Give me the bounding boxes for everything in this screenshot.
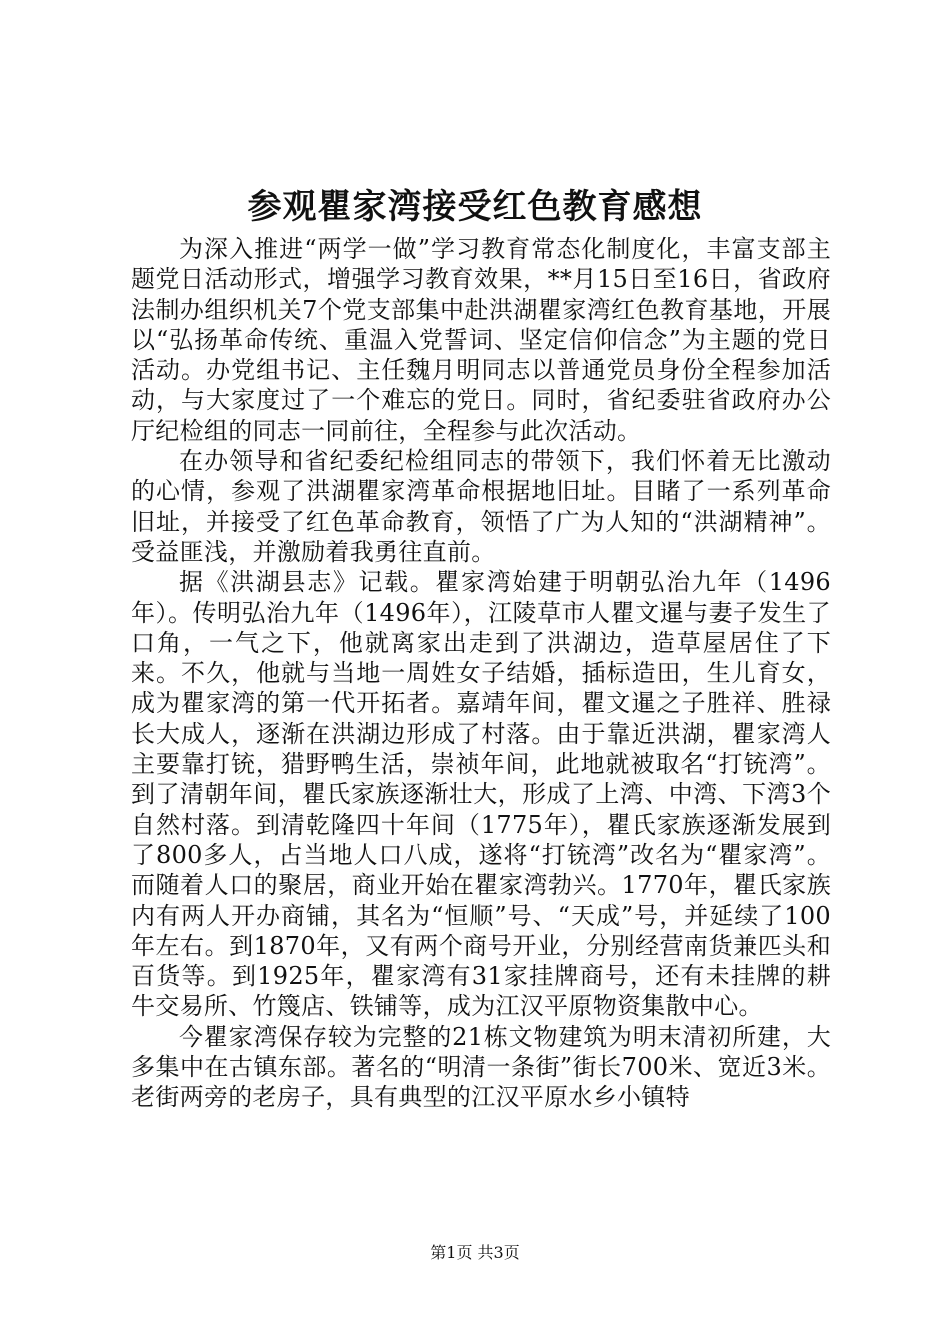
document-body — [131, 234, 831, 1113]
document-title: 参观瞿家湾接受红色教育感想 — [247, 187, 703, 227]
paragraph-intro: 为深入推进“两学一做”学习教育常态化制度化，丰富支部主题党日活动形式，增强学习教育效果，**月15日至16日，省政府法制办组织机关7个党支部集中赴洪湖瞿家湾红色教育基地，开展以“弘扬革命传统、重温入党誓词、坚定信仰信念”为主题的党日活动。办党组书记、主任魏月明同志以普通党员身份全程参加活动，与大家度过了一个难忘的党日。同时，省纪委驻省政府办公厅纪检组的同志一同前往，全程参与此次活动。 — [131, 235, 831, 445]
paragraph-architecture: 今瞿家湾保存较为完整的21栋文物建筑为明末清初所建，大多集中在古镇东部。著名的“明清一条街”街长700米、宽近3米。老街两旁的老房子，具有典型的江汉平原水乡小镇特 — [131, 1022, 831, 1112]
paragraph-visit: 在办领导和省纪委纪检组同志的带领下，我们怀着无比激动的心情，参观了洪湖瞿家湾革命根据地旧址。目睹了一系列革命旧址，并接受了红色革命教育，领悟了广为人知的“洪湖精神”。受益匪浅，并激励着我勇往直前。 — [131, 447, 831, 566]
paragraph-history: 据《洪湖县志》记载。瞿家湾始建于明朝弘治九年（1496年）。传明弘治九年（1496年），江陵草市人瞿文暹与妻子发生了口角，一气之下，他就离家出走到了洪湖边，造草屋居住了下来。不久，他就与当地一周姓女子结婚，插标造田，生儿育女，成为瞿家湾的第一代开拓者。嘉靖年间，瞿文暹之子胜祥、胜禄长大成人，逐渐在洪湖边形成了村落。由于靠近洪湖，瞿家湾人主要靠打铳，猎野鸭生活，崇祯年间，此地就被取名“打铳湾”。到了清朝年间，瞿氏家族逐渐壮大，形成了上湾、中湾、下湾3个自然村落。到清乾隆四十年间（1775年），瞿氏家族逐渐发展到了800多人，占当地人口八成，遂将“打铳湾”改名为“瞿家湾”。而随着人口的聚居，商业开始在瞿家湾勃兴。1770年，瞿氏家族内有两人开办商铺，其名为“恒顺”号、“天成”号，并延续了100年左右。到1870年，又有两个商号开业，分别经营南货兼匹头和百货等。到1925年，瞿家湾有31家挂牌商号，还有未挂牌的耕牛交易所、竹篾店、铁铺等，成为江汉平原物资集散中心。 — [131, 568, 831, 1021]
page-footer: 第1页 共3页 — [430, 1243, 520, 1262]
